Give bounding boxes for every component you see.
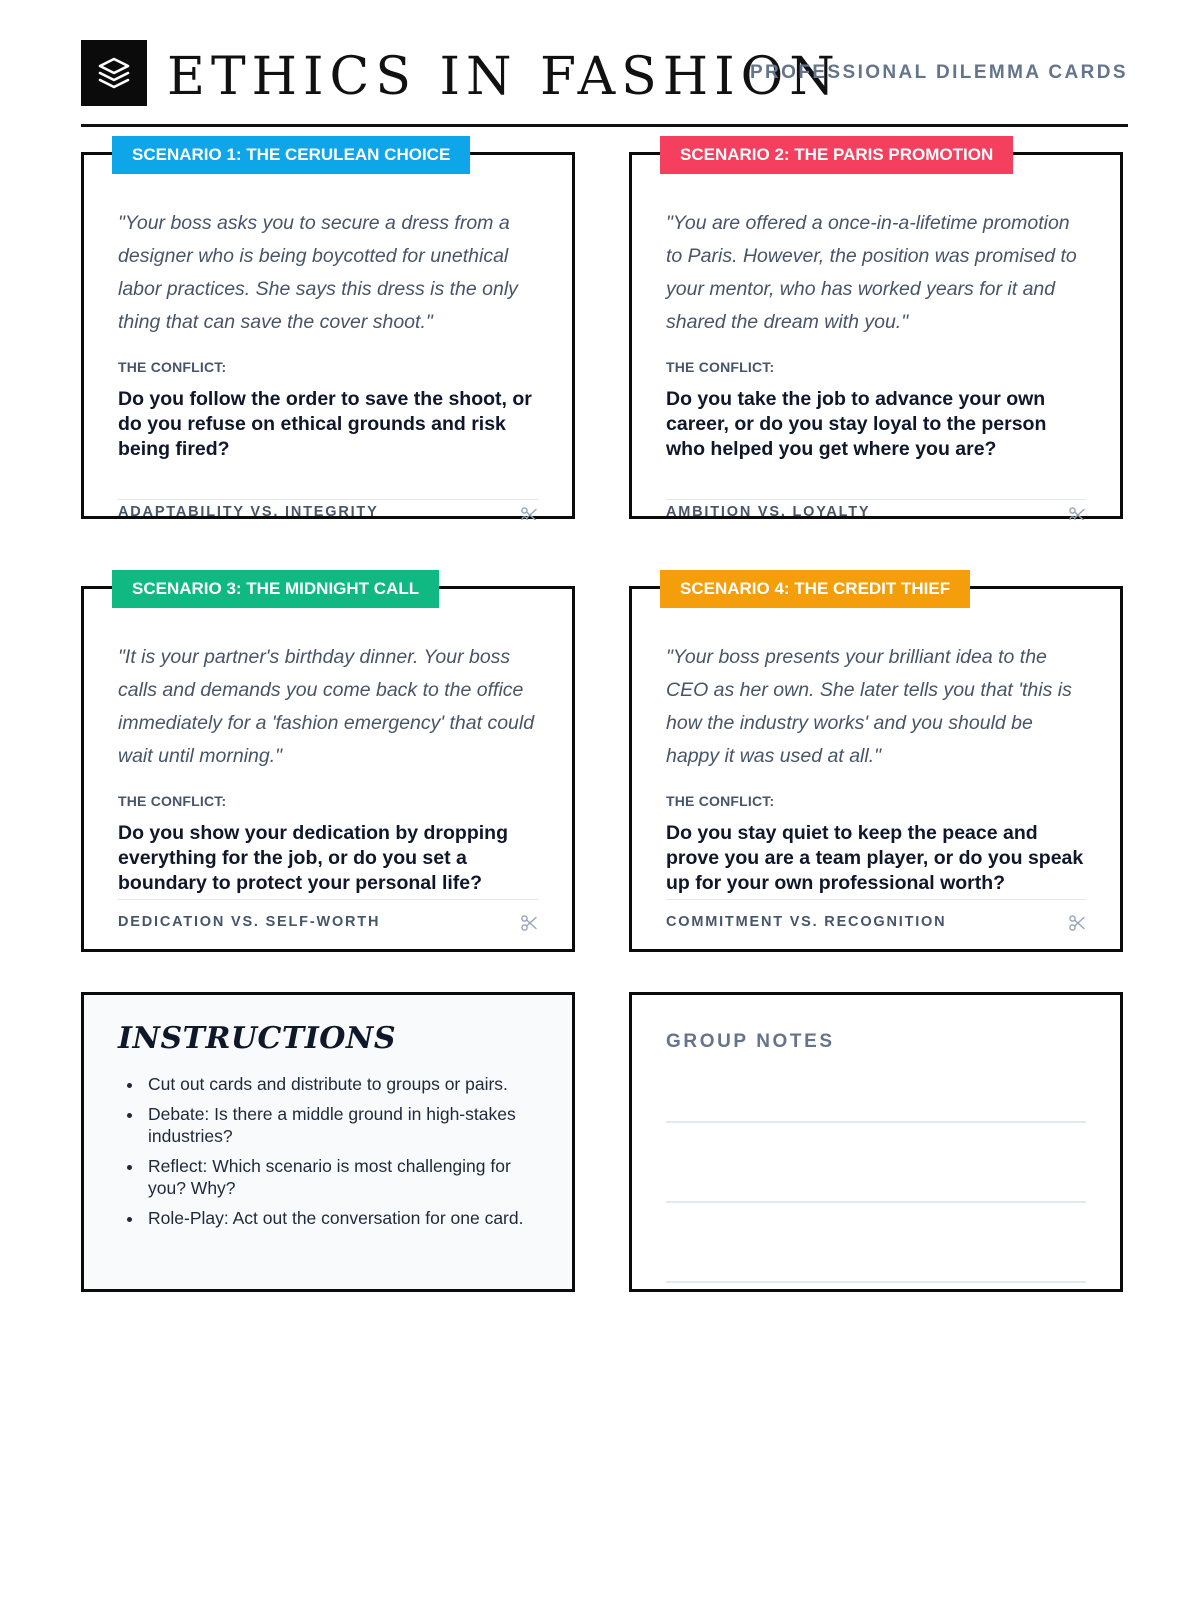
instructions-list: [142, 1073, 532, 1237]
instruction-item: • Reflect: Which scenario is most challenging for you? Why?: [144, 1155, 532, 1199]
notes-writing-line[interactable]: [666, 1281, 1086, 1283]
card-theme: COMMITMENT VS. RECOGNITION: [666, 914, 947, 930]
card-theme: AMBITION VS. LOYALTY: [666, 504, 871, 520]
stacked-layers-icon: [81, 40, 147, 106]
conflict-label: THE CONFLICT:: [118, 793, 227, 809]
instruction-item: • Debate: Is there a middle ground in high-stakes industries?: [144, 1103, 532, 1147]
conflict-question: Do you stay quiet to keep the peace and prove you are a team player, or do you speak up for your own professional worth?: [666, 822, 1084, 894]
scenario-card-4: [629, 579, 1123, 952]
scenario-card-3: [81, 579, 575, 952]
instructions-panel: [81, 992, 575, 1292]
scenario-tag: SCENARIO 4: THE CREDIT THIEF: [660, 570, 970, 608]
scenario-tag: SCENARIO 3: THE MIDNIGHT CALL: [112, 570, 439, 608]
notes-writing-line[interactable]: [666, 1201, 1086, 1203]
scenario-tag: SCENARIO 1: THE CERULEAN CHOICE: [112, 136, 470, 174]
card-theme: ADAPTABILITY VS. INTEGRITY: [118, 504, 379, 520]
scenario-card-2: [629, 145, 1123, 520]
scenario-tag: SCENARIO 2: THE PARIS PROMOTION: [660, 136, 1013, 174]
card-footer: [666, 899, 1086, 934]
notes-writing-line[interactable]: [666, 1121, 1086, 1123]
card-footer: [666, 499, 1086, 520]
conflict-question: Do you take the job to advance your own career, or do you stay loyal to the person who helped you get where you are?: [666, 388, 1047, 460]
scissors-icon: [520, 914, 538, 932]
instruction-item: • Cut out cards and distribute to groups or pairs.: [144, 1073, 532, 1095]
instructions-title: INSTRUCTIONS: [118, 1021, 396, 1056]
group-notes-title: GROUP NOTES: [666, 1031, 835, 1052]
scenario-quote: "You are offered a once-in-a-lifetime promotion to Paris. However, the position was promised to your mentor, who has worked years for it and shared the dream with you.": [666, 212, 1077, 333]
conflict-label: THE CONFLICT:: [666, 793, 775, 809]
scissors-icon: [520, 506, 538, 520]
conflict-label: THE CONFLICT:: [666, 359, 775, 375]
scenario-quote: "It is your partner's birthday dinner. Your boss calls and demands you come back to the office immediately for a 'fashion emergency' that could wait until morning.": [118, 646, 535, 767]
card-footer: [118, 899, 538, 934]
conflict-question: Do you follow the order to save the shoot, or do you refuse on ethical grounds and risk being fired?: [118, 388, 532, 460]
page-subtitle: PROFESSIONAL DILEMMA CARDS: [749, 62, 1128, 83]
group-notes-panel: [629, 992, 1123, 1292]
scenario-quote: "Your boss presents your brilliant idea to the CEO as her own. She later tells you that 'this is how the industry works' and you should be happy it was used at all.": [666, 646, 1072, 767]
scenario-quote: "Your boss asks you to secure a dress from a designer who is being boycotted for unethical labor practices. She says this dress is the only thing that can save the cover shoot.": [118, 212, 518, 333]
conflict-question: Do you show your dedication by dropping everything for the job, or do you set a boundary to protect your personal life?: [118, 822, 508, 894]
scissors-icon: [1068, 506, 1086, 520]
scissors-icon: [1068, 914, 1086, 932]
instruction-item: • Role-Play: Act out the conversation for one card.: [144, 1207, 532, 1229]
scenario-card-1: [81, 145, 575, 520]
page-title: ETHICS IN FASHION: [167, 47, 841, 107]
card-theme: DEDICATION VS. SELF-WORTH: [118, 914, 381, 930]
conflict-label: THE CONFLICT:: [118, 359, 227, 375]
card-footer: [118, 499, 538, 520]
page-header: [81, 40, 1128, 127]
